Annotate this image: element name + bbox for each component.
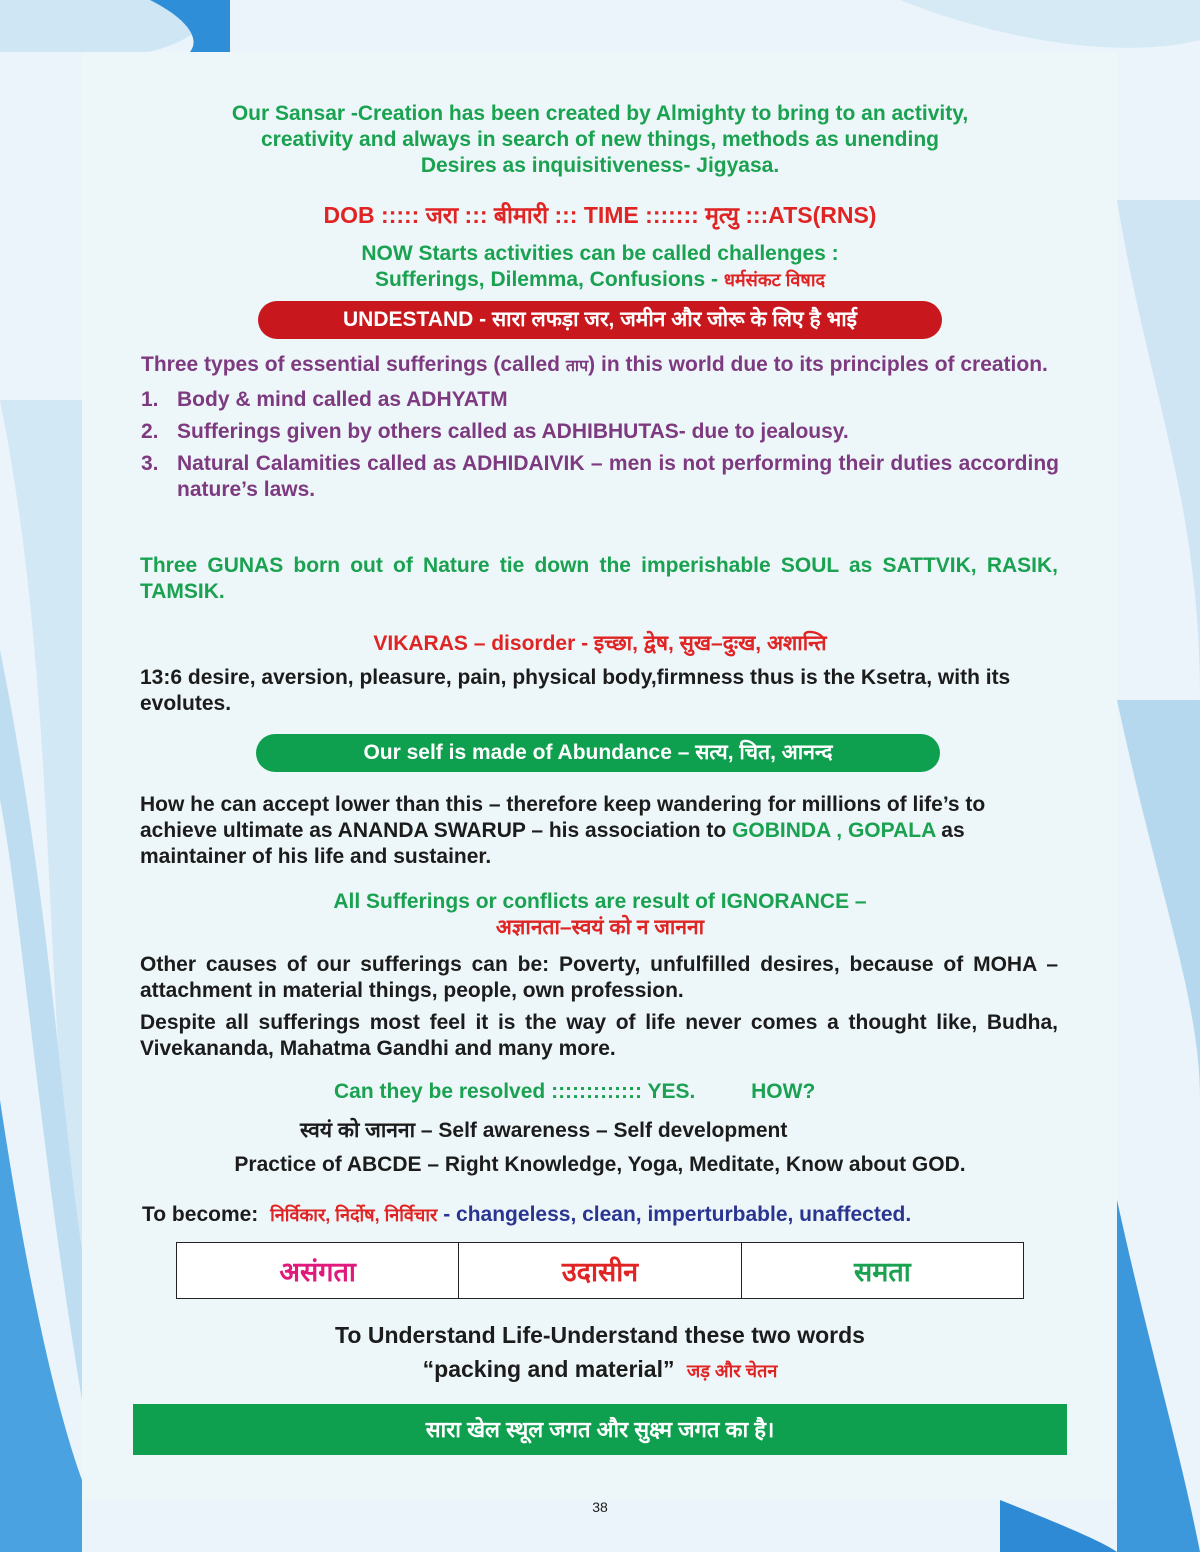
bottom-banner: सारा खेल स्थूल जगत और सुक्ष्म जगत का है।	[133, 1404, 1067, 1455]
challenges-block	[120, 241, 1080, 293]
other-causes-paragraph: Other causes of our sufferings can be: Poverty, unfulfilled desires, because of MOHA – attachment in material things, people, own profession.	[140, 953, 1058, 1002]
list-item-number: 1.	[141, 388, 159, 411]
understand-life-hindi: जड़ और चेतन	[686, 1361, 778, 1381]
accept-text-a: How he can accept lower than this – therefore keep wandering for millions of life’s to achieve ultimate as ANANDA SWARUP – his association to	[140, 793, 986, 842]
list-item-number: 2.	[141, 420, 159, 443]
challenges-text: Sufferings, Dilemma, Confusions -	[374, 268, 718, 291]
list-item	[141, 419, 1059, 445]
intro-paragraph	[120, 101, 1080, 179]
resolved-question: Can they be resolved ::::::::::::: YES.	[334, 1080, 696, 1103]
challenges-line-2	[120, 267, 1080, 293]
understand-life-line-1: To Understand Life-Understand these two words	[335, 1322, 865, 1348]
accept-text-b: as maintainer of his life and sustainer.	[140, 819, 965, 868]
accept-paragraph	[140, 792, 1060, 870]
table-cell: असंगता	[177, 1243, 459, 1299]
understand-banner: UNDESTAND - सारा लफड़ा जर, जमीन और जोरू के लिए है भाई	[258, 301, 942, 339]
ignorance-line-1: All Sufferings or conflicts are result of IGNORANCE –	[333, 890, 867, 913]
intro-line-2: creativity and always in search of new things, methods as unending	[261, 128, 939, 151]
list-item-text: Sufferings given by others called as ADHIBHUTAS- due to jealousy.	[177, 420, 849, 443]
vikaras-text: 13:6 desire, aversion, pleasure, pain, physical body,firmness thus is the Ksetra, with its evolutes.	[140, 666, 1011, 715]
practice-line: Practice of ABCDE – Right Knowledge, Yoga, Meditate, Know about GOD.	[234, 1153, 966, 1176]
intro-line-3: Desires as inquisitiveness- Jigyasa.	[420, 154, 780, 177]
table-cell: उदासीन	[459, 1243, 741, 1299]
despite-paragraph: Despite all sufferings most feel it is the way of life never comes a thought like, Budha, Vivekananda, Mahatma Gandhi and many more.	[140, 1011, 1058, 1060]
gunas-paragraph: Three GUNAS born out of Nature tie down the imperishable SOUL as SATTVIK, RASIK, TAMSIK.	[140, 554, 1058, 603]
sufferings-section	[141, 349, 1059, 509]
dob-line: DOB ::::: जरा ::: बीमारी ::: TIME ::::::: मृत्यु :::ATS(RNS)	[323, 202, 877, 228]
table-cell: समता	[741, 1243, 1023, 1299]
vikaras-heading: VIKARAS – disorder - इच्छा, द्वेष, सुख–दुःख, अशान्ति	[373, 632, 827, 655]
sufferings-intro-b: ) in this world due to its principles of creation.	[588, 353, 1048, 376]
self-awareness-line: स्वयं को जानना – Self awareness – Self development	[300, 1119, 788, 1142]
resolved-how: HOW?	[751, 1080, 816, 1103]
intro-line-1: Our Sansar -Creation has been created by Almighty to bring to an activity,	[231, 102, 969, 125]
table-row	[177, 1243, 1024, 1299]
resolved-line	[334, 1079, 934, 1105]
sufferings-list	[141, 387, 1059, 503]
page-number: 38	[592, 1499, 608, 1515]
list-item	[141, 451, 1059, 503]
words-table	[176, 1242, 1024, 1299]
sufferings-intro	[141, 349, 1059, 383]
understand-life-text: “packing and material”	[422, 1356, 675, 1382]
become-english: - changeless, clean, imperturbable, unaffected.	[443, 1203, 912, 1226]
abundance-banner: Our self is made of Abundance – सत्य, चित, आनन्द	[256, 734, 940, 772]
become-line	[142, 1202, 1082, 1228]
accept-highlight: GOBINDA , GOPALA	[732, 819, 936, 842]
list-item-number: 3.	[141, 452, 159, 475]
challenges-line-1: NOW Starts activities can be called challenges :	[361, 242, 839, 265]
challenges-hindi: धर्मसंकट विषाद	[723, 270, 826, 290]
become-label: To become:	[142, 1203, 259, 1226]
list-item	[141, 387, 1059, 413]
ignorance-line-2: अज्ञानता–स्वयं को न जानना	[495, 916, 705, 939]
become-hindi: निर्विकार, निर्दोष, निर्विचार	[270, 1205, 438, 1225]
ignorance-block	[120, 889, 1080, 941]
sufferings-intro-hindi: ताप	[565, 358, 589, 375]
list-item-text: Natural Calamities called as ADHIDAIVIK – men is not performing their duties according nature’s laws.	[177, 452, 1059, 501]
understand-life-line-2	[120, 1356, 1080, 1384]
list-item-text: Body & mind called as ADHYATM	[177, 388, 508, 411]
sufferings-intro-a: Three types of essential sufferings (called	[141, 353, 560, 376]
